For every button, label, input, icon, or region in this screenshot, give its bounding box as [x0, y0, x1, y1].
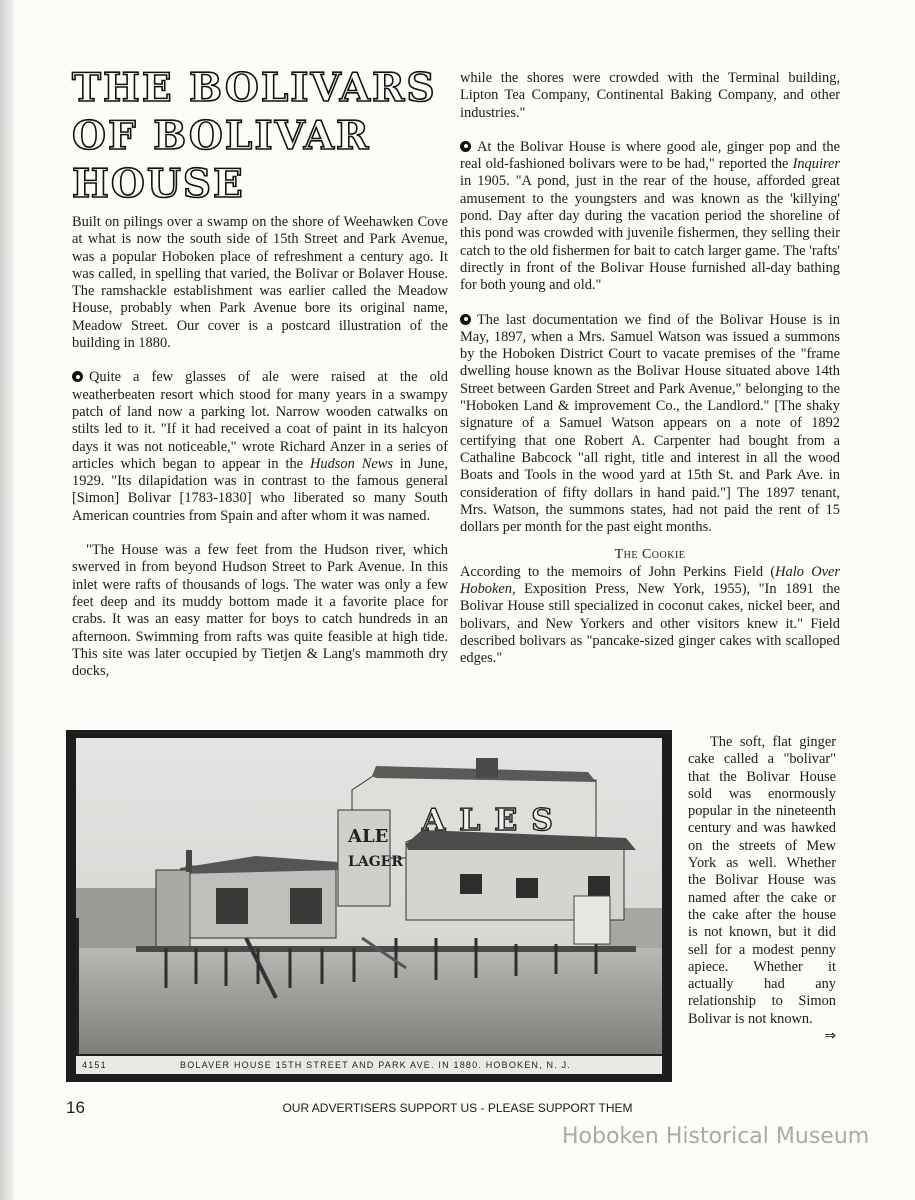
paragraph: The last documentation we find of the Bolivar House is in May, 1897, when a Mrs. Samuel Watson was issued a summons by the Hoboken District Court to vacate premises of the "frame dwelling house known as the Bolivar House situated above 14th Street between Garden Street and Park Avenue," belonging to the "Hoboken Land & improvement Co., the Landlord." [The shaky signature of a Samuel Watson appears on a note of 1892 certifying that one Robert A. Carpenter had bought from a Cathaline Babcock "all right, title and interest in all the wood Boats and Tools in the wood yard at 15th St. and Park Ave. in consideration of fifty dollars in hand paid."] The 1897 tenant, Mrs. Watson, the summons states, had not paid the rent of 15 dollars per month for the past eight months. — [460, 311, 840, 536]
sign-ale: ALE — [348, 826, 389, 847]
bolivar-house-illustration — [76, 738, 662, 1054]
sign-lager: LAGER — [348, 854, 403, 870]
photo-caption-strip — [76, 1056, 662, 1074]
photo-number: 4151 — [82, 1060, 107, 1070]
article-title: THE BOLIVARS OF BOLIVAR HOUSE — [72, 65, 437, 207]
bullet-icon — [460, 141, 471, 152]
sidebar-text: The soft, flat ginger cake called a "bolivar" that the Bolivar House sold was enormously popular in the nineteenth century and was hawked on the streets of Mew York as well. Whether the Bolivar House was named after the cake or the cake after the house is not known, but it did sell for a modest penny apiece. Whether it actually had any relationship to Simon Bolivar is not known. ⇒ — [688, 734, 836, 1045]
paragraph: At the Bolivar House is where good ale, ginger pop and the real old-fashioned bolivars were to be had," reported the Inquirer in 1905. "A pond, just in the rear of the house, afforded great amusement to the youngsters and was known as the 'killying' pond. Day after day during the vacation period the shoreline of this pond was crowded with juvenile fishermen, they selling their catch to the old fishermen for bait to catch larger game. The 'rafts' directly in front of the Bolivar House furnished all-day bathing for both young and old." — [460, 138, 840, 294]
page-edge — [0, 0, 14, 1200]
bullet-icon — [460, 314, 471, 325]
paragraph: Quite a few glasses of ale were raised at the old weatherbeaten resort which stood for many years in a swampy patch of land now a parking lot. Narrow wooden catwalks on stilts led to it. "If it had received a coat of paint in its halcyon days it was not noticeable," wrote Richard Anzer in a series of articles which began to appear in the Hudson News in June, 1929. "Its dilapidation was in contrast to the famous general [Simon] Bolivar [1783-1830] who liberated so many South American countries from Spain and after whom it was named. — [72, 369, 448, 524]
continue-arrow-icon: ⇒ — [824, 1028, 836, 1045]
paragraph: Built on pilings over a swamp on the shore of Weehawken Cove at what is now the south side of 15th Street and Park Avenue, was a popular Hoboken place of refreshment a century ago. It was called, in spelling that varied, the Bolivar or Bolaver House. The ramshackle establishment was earlier called the Meadow House, probably when Park Avenue bore its original name, Meadow Street. Our cover is a postcard illustration of the building in 1880. — [72, 214, 448, 352]
page-number: 16 — [66, 1098, 85, 1117]
left-column — [72, 214, 448, 697]
footer-slogan: OUR ADVERTISERS SUPPORT US - PLEASE SUPPORT THEM — [282, 1101, 633, 1115]
paragraph: According to the memoirs of John Perkins Field (Halo Over Hoboken, Exposition Press, New York, 1955), "In 1891 the Bolivar House still specialized in coconut cakes, nickel beer, and bolivars, and New Yorkers and other visitors knew it." Field described bolivars as "pancake-sized ginger cakes with scalloped edges." — [460, 563, 840, 667]
watermark: Hoboken Historical Museum — [562, 1124, 870, 1149]
sign-ales: ALES — [422, 803, 567, 838]
section-heading: The Cookie — [614, 547, 686, 563]
bullet-icon — [72, 371, 83, 382]
right-column — [460, 70, 840, 685]
photo-caption: BOLAVER HOUSE 15TH STREET AND PARK AVE. IN 1880. HOBOKEN, N. J. — [180, 1060, 572, 1070]
historic-photo — [66, 730, 672, 1082]
paragraph: "The House was a few feet from the Hudson river, which swerved in from beyond Hudson Street to Park Avenue. In this inlet were rafts of thousands of logs. The water was only a few feet deep and its muddy bottom made it a favorite place for crabs. It was an easy matter for boys to catch hundreds in an afternoon. Swimming from rafts was quite feasible at high tide. This site was later occupied by Tietjen & Lang's mammoth dry docks, — [72, 542, 448, 680]
paragraph: while the shores were crowded with the Terminal building, Lipton Tea Company, Continental Baking Company, and other industries." — [460, 70, 840, 121]
